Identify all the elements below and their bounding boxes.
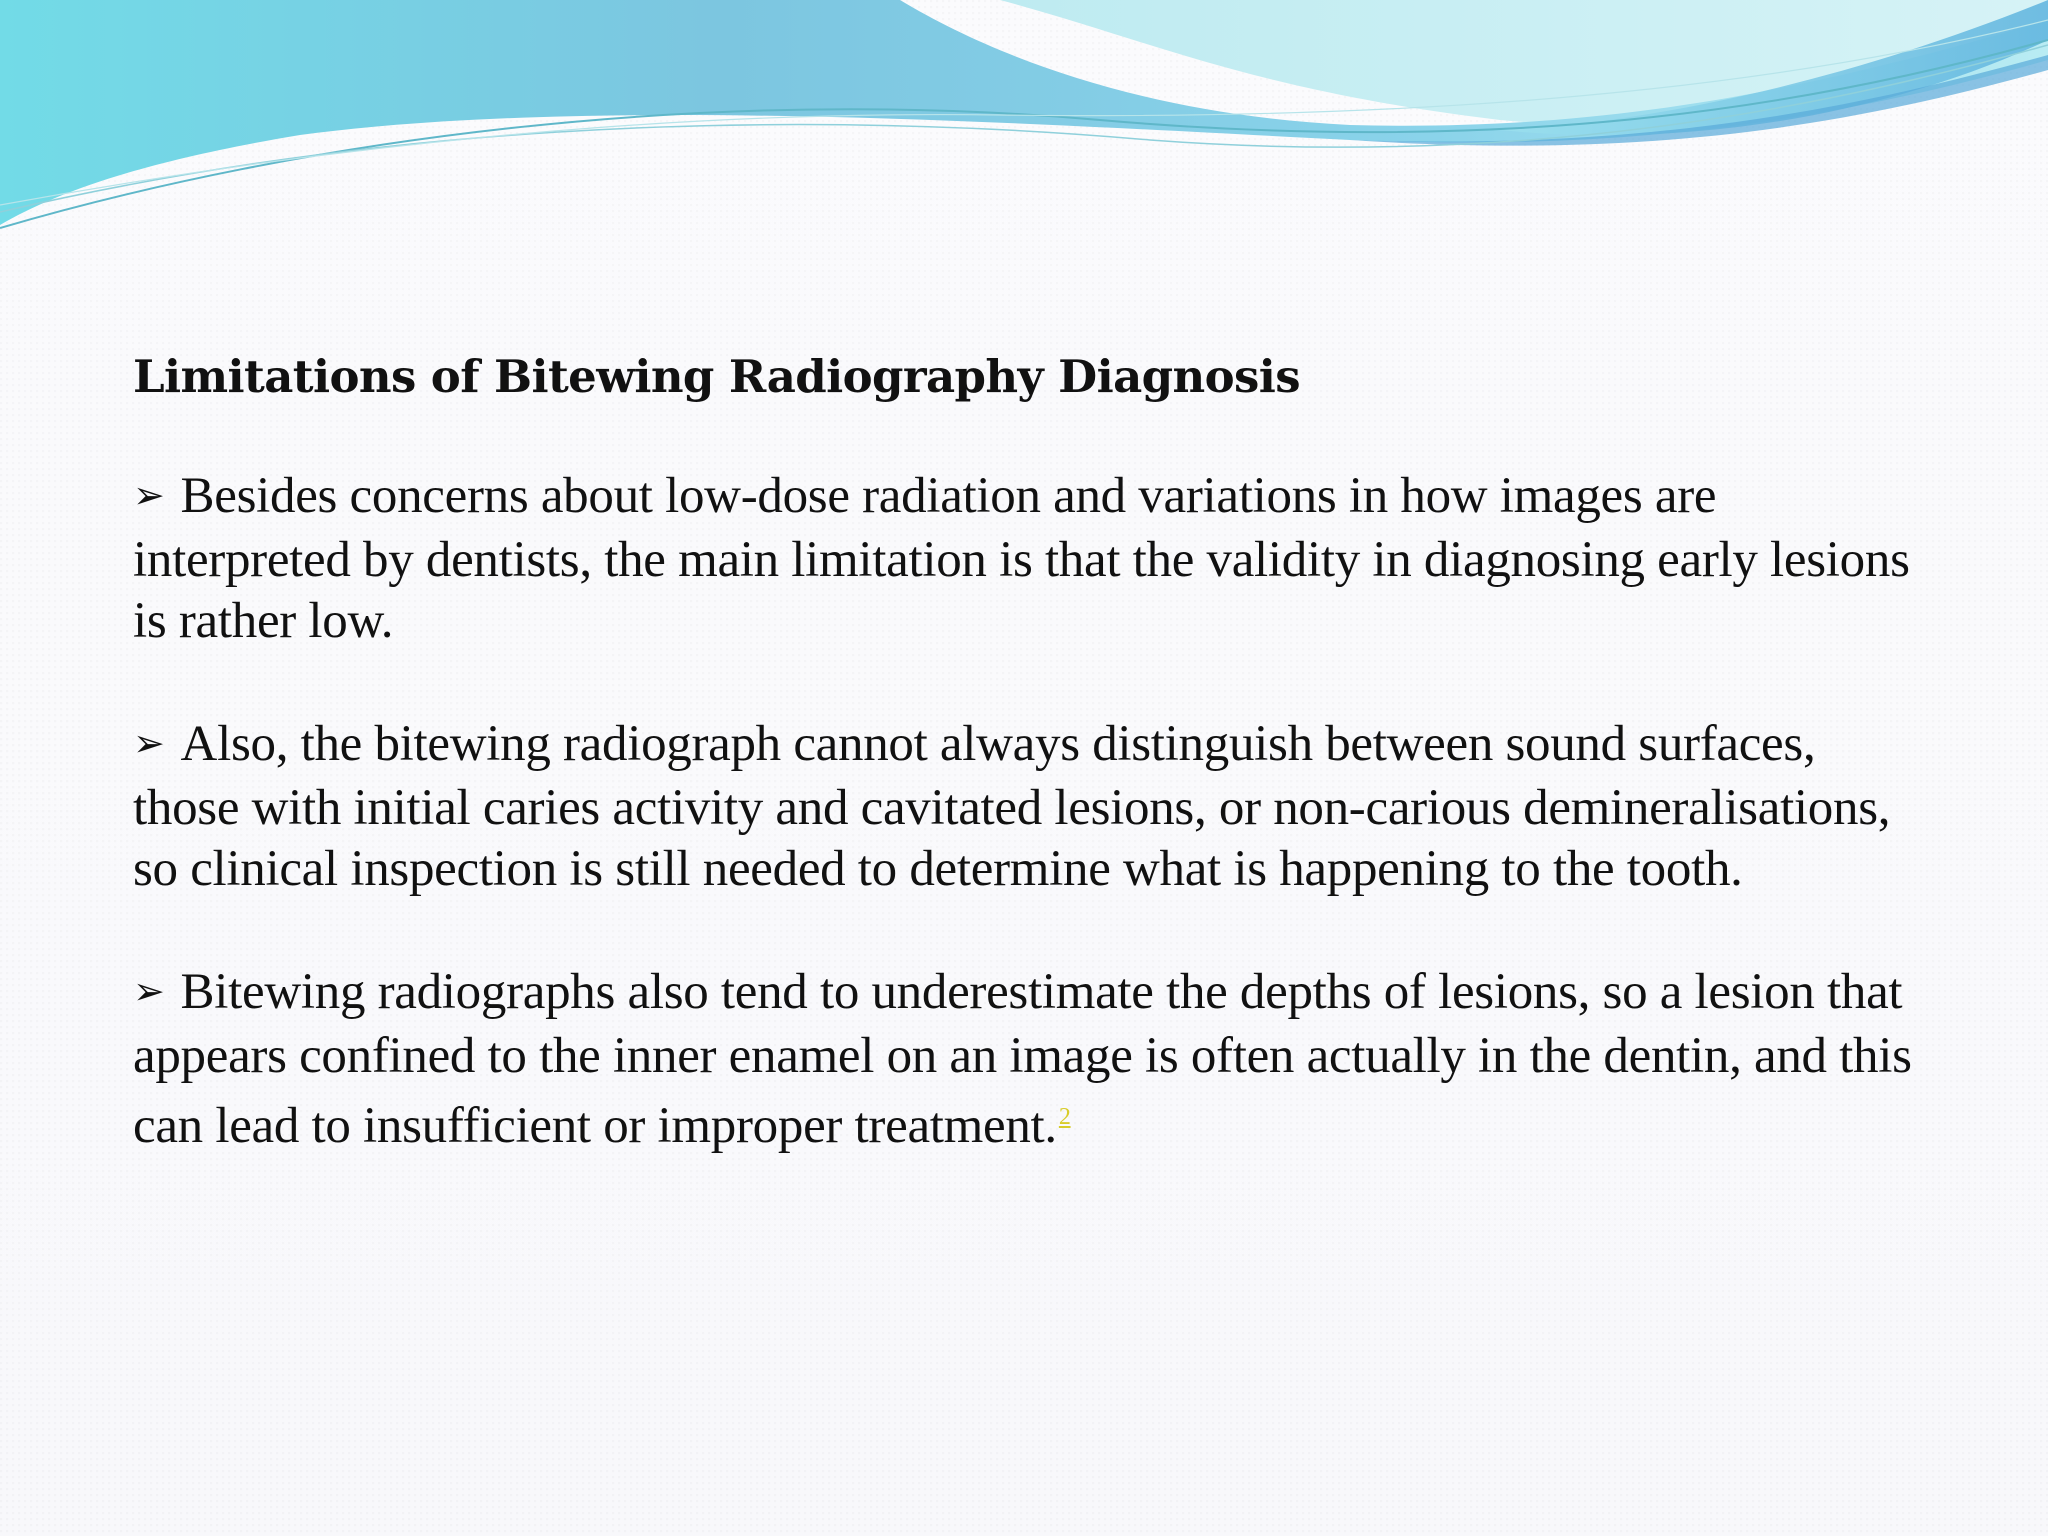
bullet-paragraph-1 (133, 466, 1933, 652)
arrow-bullet-icon: ➢ (133, 969, 165, 1013)
bullet-text-1: Besides concerns about low-dose radiation and variations in how images are interpreted by dentists, the main limitation is that the validity in diagnosing early lesions is rather low. (133, 468, 1910, 649)
header-wave-decoration (0, 0, 2048, 240)
bullet-text-2: Also, the bitewing radiograph cannot always distinguish between sound surfaces, those with initial caries activity and cavitated lesions, or non-carious demineralisations, so clinical inspection is still needed to determine what is happening to the tooth. (133, 716, 1891, 897)
reference-link[interactable]: 2 (1058, 1104, 1071, 1130)
arrow-bullet-icon: ➢ (133, 473, 165, 517)
bullet-text-3: Bitewing radiographs also tend to underestimate the depths of lesions, so a lesion that appears confined to the inner enamel on an image is often actually in the dentin, and this can lead to insufficient or improper treatment. (133, 964, 1912, 1154)
bullet-paragraph-2 (133, 714, 1933, 900)
bullet-paragraph-3 (133, 962, 1933, 1157)
arrow-bullet-icon: ➢ (133, 721, 165, 765)
slide-heading: Limitations of Bitewing Radiography Diagnosis (133, 350, 1300, 403)
slide-content (133, 340, 1933, 1157)
